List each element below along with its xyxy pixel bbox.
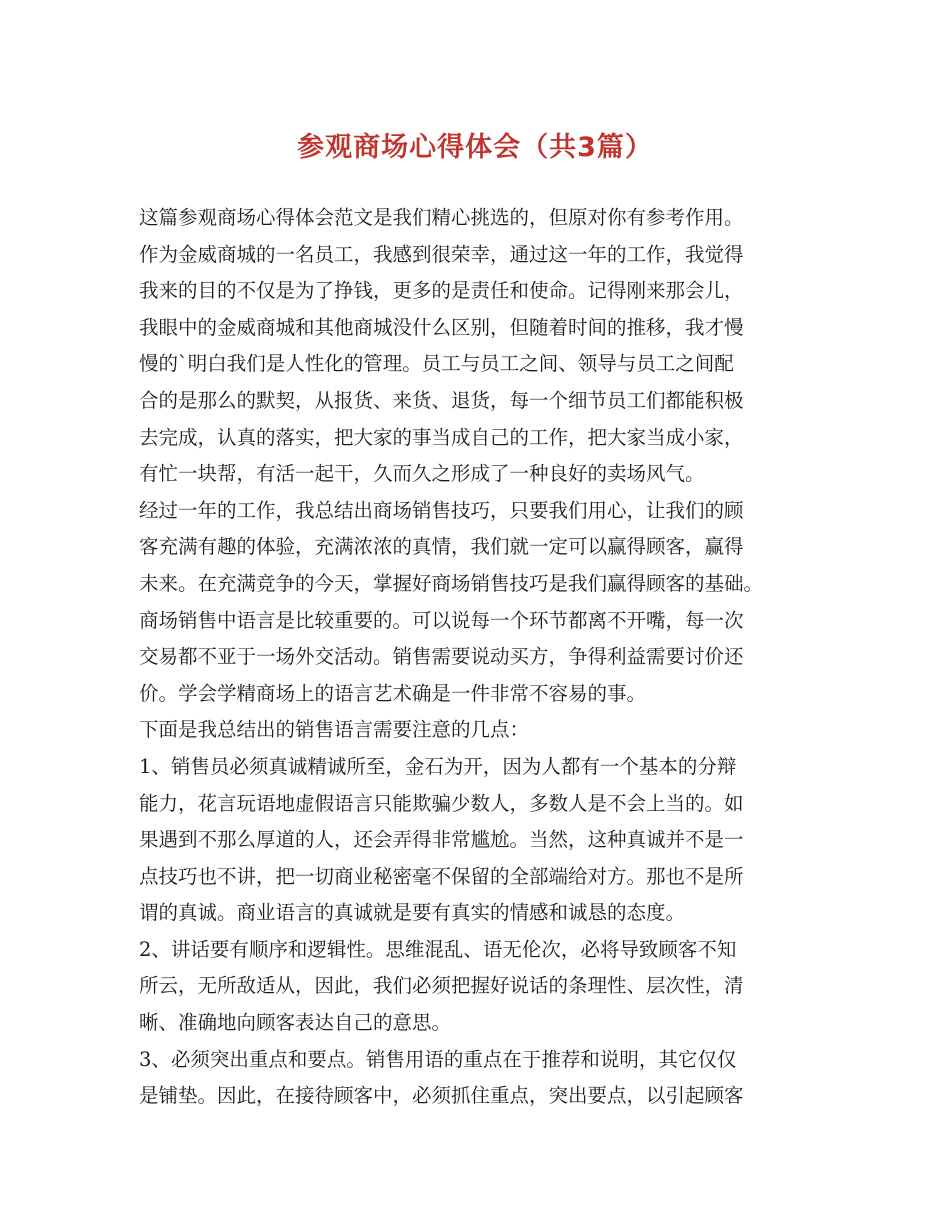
body-line: 交易都不亚于一场外交活动。销售需要说动买方，争得利益需要讨价还 [139,645,744,669]
body-line: 1、销售员必须真诚精诚所至，金石为开，因为人都有一个基本的分辩 [139,754,737,778]
body-line: 商场销售中语言是比较重要的。可以说每一个环节都离不开嘴，每一次 [139,608,744,632]
body-line: 我眼中的金威商城和其他商城没什么区别，但随着时间的推移，我才慢 [139,315,744,339]
body-line: 价。学会学精商场上的语言艺术确是一件非常不容易的事。 [139,681,647,705]
body-line: 晰、准确地向顾客表达自己的意思。 [139,1011,452,1035]
body-line: 所云，无所敌适从，因此，我们必须把握好说话的条理性、层次性，清 [139,974,744,998]
document-title: 参观商场心得体会（共3篇） [297,132,653,163]
body-line: 慢的`明白我们是人性化的管理。员工与员工之间、领导与员工之间配 [139,352,734,376]
body-line: 这篇参观商场心得体会范文是我们精心挑选的，但原对你有参考作用。 [139,206,744,229]
body-line: 我来的目的不仅是为了挣钱，更多的是责任和使命。记得刚来那会儿， [139,279,744,303]
body-line: 3、必须突出重点和要点。销售用语的重点在于推荐和说明，其它仅仅 [139,1047,737,1071]
body-line: 谓的真诚。商业语言的真诚就是要有真实的情感和诚恳的态度。 [139,901,686,925]
body-line: 作为金威商城的一名员工，我感到很荣幸，通过这一年的工作，我觉得 [139,242,744,266]
document-body [139,200,829,1115]
body-line: 果遇到不那么厚道的人，还会弄得非常尴尬。当然，这种真诚并不是一 [139,828,744,852]
body-line: 是铺垫。因此，在接待顾客中，必须抓住重点，突出要点，以引起顾客 [139,1084,744,1108]
body-line: 未来。在充满竞争的今天，掌握好商场销售技巧是我们赢得顾客的基础。 [139,571,764,595]
body-line: 能力，花言玩语地虚假语言只能欺骗少数人，多数人是不会上当的。如 [139,791,744,815]
body-line: 经过一年的工作，我总结出商场销售技巧，只要我们用心，让我们的顾 [139,498,744,522]
body-line: 点技巧也不讲，把一切商业秘密毫不保留的全部端给对方。那也不是所 [139,864,744,888]
body-line: 合的是那么的默契，从报货、来货、退货，每一个细节员工们都能积极 [139,388,744,412]
body-line: 有忙一块帮，有活一起干，久而久之形成了一种良好的卖场风气。 [139,462,705,486]
body-line: 下面是我总结出的销售语言需要注意的几点： [139,718,530,742]
body-line: 客充满有趣的体验，充满浓浓的真情，我们就一定可以赢得顾客，赢得 [139,535,744,559]
body-line: 2、讲话要有顺序和逻辑性。思维混乱、语无伦次，必将导致顾客不知 [139,937,737,961]
body-line: 去完成，认真的落实，把大家的事当成自己的工作，把大家当成小家， [139,425,744,449]
